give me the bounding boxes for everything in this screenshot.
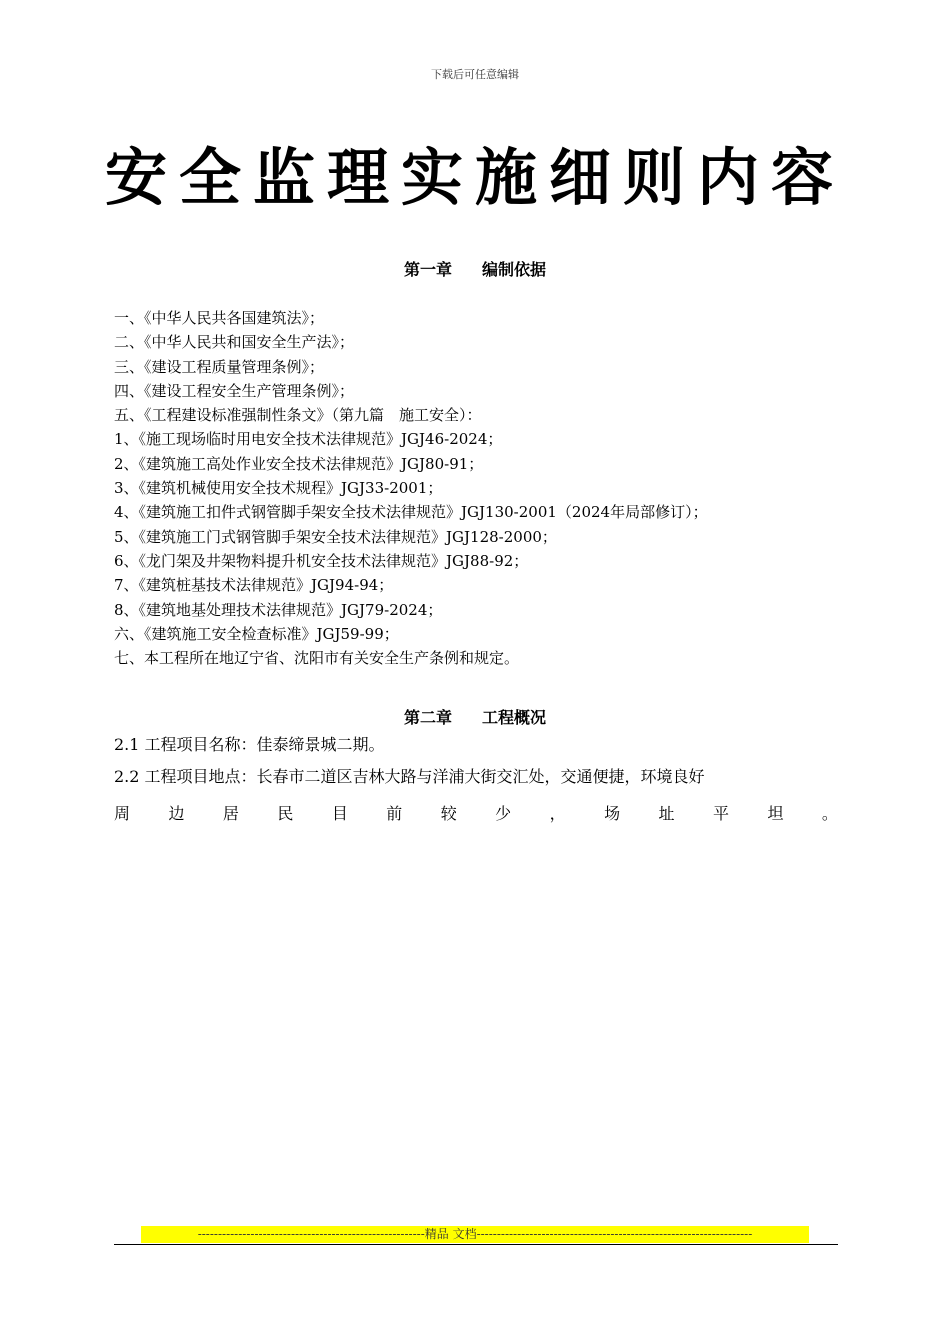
justified-char: 前 [386, 804, 403, 823]
justified-char: 目 [331, 804, 348, 823]
chapter-1-title: 编制依据 [482, 260, 547, 279]
justified-char: 址 [658, 804, 675, 823]
list-item: 七、本工程所在地辽宁省、沈阳市有关安全生产条例和规定。 [114, 649, 520, 668]
list-item: 8、《建筑地基处理技术法律规范》JGJ79-2024； [114, 600, 443, 619]
header-note: 下载后可任意编辑 [431, 68, 519, 81]
chapter-2-title: 工程概况 [482, 708, 547, 727]
justified-char: 居 [222, 804, 239, 823]
justified-char: 平 [712, 804, 729, 823]
justified-char: 少 [495, 804, 512, 823]
list-item: 一、《中华人民共各国建筑法》； [114, 309, 325, 327]
list-item: 二、《中华人民共和国安全生产法》； [114, 333, 355, 352]
chapter-2-heading [0, 706, 950, 730]
list-item: 六、《建筑施工安全检查标准》JGJ59-99； [114, 624, 399, 643]
regulation-list [114, 306, 838, 670]
justified-char: 坦 [767, 804, 784, 823]
list-item: 1、《施工现场临时用电安全技术法律规范》JGJ46-2024； [114, 430, 503, 449]
justified-char: 周 [114, 804, 131, 823]
chapter-1-heading [0, 258, 950, 282]
justified-char: 。 [821, 804, 838, 823]
justified-char: 边 [168, 804, 185, 823]
document-title: 安全监理实施细则内容 [104, 141, 845, 214]
list-item: 三、《建设工程质量管理条例》； [114, 357, 325, 376]
justified-char: 民 [277, 804, 294, 823]
list-item: 3、《建筑机械使用安全技术规程》JGJ33-2001； [114, 479, 443, 498]
project-location-continuation [114, 802, 838, 826]
list-item: 五、《工程建设标准强制性条文》（第九篇 施工安全）： [114, 406, 482, 425]
chapter-1-number: 第一章 [403, 260, 452, 279]
list-item: 4、《建筑施工扣件式钢管脚手架安全技术法律规范》JGJ130-2001（2024年局部修订）； [114, 503, 708, 522]
list-item: 5、《建筑施工门式钢管脚手架安全技术法律规范》JGJ128-2000； [114, 527, 557, 546]
list-item: 7、《建筑桩基技术法律规范》JGJ94-94； [114, 576, 394, 595]
project-name-paragraph: 2.1 工程项目名称：佳泰缔景城二期。 [114, 735, 385, 754]
chapter-2-number: 第二章 [403, 708, 452, 727]
justified-char: 较 [440, 804, 457, 823]
list-item: 2、《建筑施工高处作业安全技术法律规范》JGJ80-91； [114, 454, 484, 473]
justified-char: ， [549, 804, 566, 823]
list-item: 四、《建设工程安全生产管理条例》； [114, 381, 355, 400]
justified-char: 场 [604, 804, 621, 823]
list-item: 6、《龙门架及井架物料提升机安全技术法律规范》JGJ88-92； [114, 551, 529, 570]
footer-divider [114, 1244, 838, 1245]
project-location-paragraph: 2.2 工程项目地点：长春市二道区吉林大路与洋浦大街交汇处，交通便捷，环境良好 [114, 767, 705, 786]
footer-banner: --------------------------------------------------------精品 文档-------------------------------------------------------------------- [141, 1226, 809, 1243]
